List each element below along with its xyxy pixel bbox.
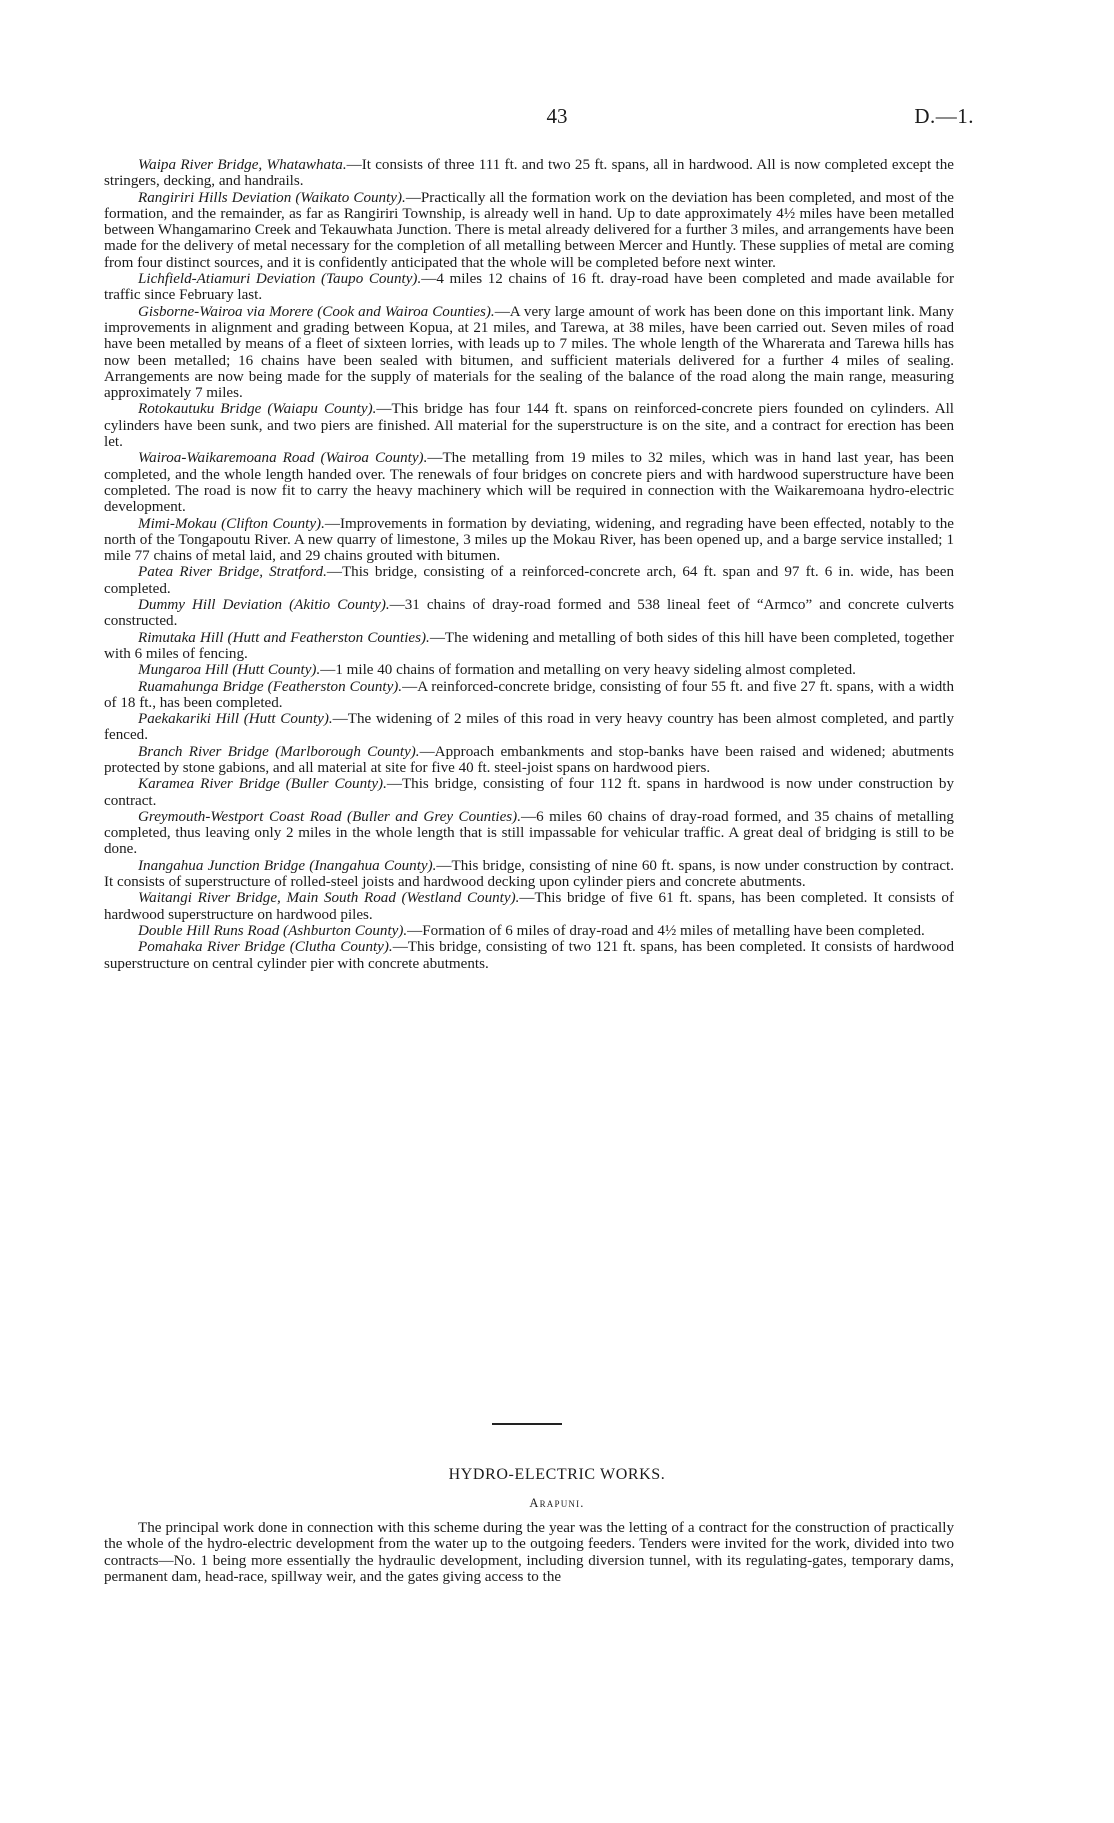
paragraph-heading: Inangahua Junction Bridge (Inangahua County). [138,857,437,874]
paragraph [104,516,954,565]
paragraph-text: —A very large amount of work has been done on this important link. Many improvements in alignment and grading between Kopua, at 21 miles, and Tarewa, at 38 miles, have been carried out. Seven miles of road have been metalled by means of a fleet of sixteen lorries, with leads up to 7 miles. The whole length of the Wharerata and Tarewa hills has now been metalled; 16 chains have been sealed with bitumen, and sufficient materials delivered for a further 4 miles of sealing. Arrangements are now being made for the supply of materials for the sealing of the balance of the road along the main range, measuring approximately 7 miles. [104,303,954,402]
paragraph-text: —Approach embankments and stop-banks have been raised and widened; abutments protected by stone gabions, and all material at site for five 40 ft. steel-joist spans on hardwood piers. [104,743,954,776]
paragraph [104,564,954,597]
paragraph [104,744,954,777]
paragraph-text: —This bridge, consisting of nine 60 ft. spans, is now under construction by contract. It consists of superstructure of rolled-steel joists and hardwood decking upon cylinder piers and concrete abutments. [104,857,954,891]
hydro-electric-text [104,1520,954,1585]
paragraph-heading: Karamea River Bridge (Buller County). [138,776,387,793]
paragraph [104,809,954,858]
paragraph [104,157,954,190]
paragraph [104,190,954,271]
subsection-title: Arapuni. [529,1496,585,1510]
paragraph [104,662,954,678]
paragraph-text: —This bridge, consisting of four 112 ft. spans in hardwood is now under construction by contract. [104,776,955,809]
paragraph-text: —Formation of 6 miles of dray-road and 4½ miles of metalling have been completed. [407,922,925,939]
roads-and-bridges-text [104,157,954,972]
paragraph-text: —The widening and metalling of both sides of this hill have been completed, together with 6 miles of fencing. [104,629,954,662]
paragraph-heading: Lichfield-Atiamuri Deviation (Taupo County). [138,271,422,288]
paragraph-text: —The widening of 2 miles of this road in very heavy country has been almost completed, and partly fenced. [104,711,955,744]
paragraph [104,776,954,809]
page-header [0,104,1114,140]
section-title: HYDRO-ELECTRIC WORKS. [448,1466,666,1483]
paragraph-heading: Branch River Bridge (Marlborough County). [138,743,420,760]
paragraph-heading: Waipa River Bridge, Whatawhata. [138,157,347,173]
section-divider [492,1423,562,1425]
paragraph-heading: Rotokautuku Bridge (Waiapu County). [138,401,377,418]
paragraph [104,890,954,923]
paragraph-heading: Ruamahunga Bridge (Featherston County). [138,678,403,695]
paragraph-heading: Waitangi River Bridge, Main South Road (Westland County). [138,890,520,907]
paragraph-text: —1 mile 40 chains of formation and metalling on very heavy sideling almost completed. [320,662,856,679]
paragraph-text: —This bridge, consisting of a reinforced-concrete arch, 64 ft. span and 97 ft. 6 in. wide, has been completed. [104,564,954,597]
paragraph [104,630,954,663]
paragraph-heading: Dummy Hill Deviation (Akitio County). [138,597,390,614]
document-reference: D.—1. [914,104,974,128]
paragraph: The principal work done in connection with this scheme during the year was the letting of a contract for the construction of practically the whole of the hydro-electric development from the water up to the outgoing feeders. Tenders were invited for the work, divided into two contracts—No. 1 being more essentially the hydraulic development, including diversion tunnel, with its regulating-gates, temporary dams, permanent dam, head-race, spillway weir, and the gates giving access to the [104,1520,954,1585]
paragraph [104,923,954,939]
paragraph-heading: Patea River Bridge, Stratford. [138,564,327,581]
paragraph [104,939,954,972]
paragraph-heading: Pomahaka River Bridge (Clutha County). [138,939,393,956]
paragraph-text: —This bridge has four 144 ft. spans on reinforced-concrete piers founded on cylinders. All cylinders have been sunk, and two piers are finished. All material for the superstructure is on the site, and a contract for erection has been let. [104,401,954,451]
paragraph [104,679,954,712]
paragraph [104,450,954,515]
paragraph-text: —The metalling from 19 miles to 32 miles, which was in hand last year, has been completed, and the whole length handed over. The renewals of four bridges on concrete piers and with hardwood superstructure have been completed. The road is now fit to carry the heavy machinery which will be required in connection with the Waikaremoana hydro-electric development. [104,450,955,516]
paragraph-heading: Paekakariki Hill (Hutt County). [138,711,333,728]
paragraph-heading: Rangiriri Hills Deviation (Waikato County). [138,189,406,206]
paragraph-text: —31 chains of dray-road formed and 538 lineal feet of “Armco” and concrete culverts constructed. [104,597,954,630]
paragraph-text: —This bridge, consisting of two 121 ft. spans, has been completed. It consists of hardwood superstructure on central cylinder pier with concrete abutments. [104,939,954,972]
paragraph-heading: Double Hill Runs Road (Ashburton County). [138,922,408,939]
paragraph-heading: Mungaroa Hill (Hutt County). [138,662,321,679]
paragraph-heading: Wairoa-Waikaremoana Road (Wairoa County). [138,450,428,467]
paragraph-text: —It consists of three 111 ft. and two 25 ft. spans, all in hardwood. All is now completed except the stringers, decking, and handrails. [104,157,954,190]
paragraph [104,304,954,402]
paragraph [104,597,954,630]
paragraph [104,401,954,450]
paragraph-heading: Rimutaka Hill (Hutt and Featherston Counties). [138,629,430,646]
paragraph-heading: Greymouth-Westport Coast Road (Buller and Grey Counties). [138,808,521,825]
paragraph-text: —Practically all the formation work on the deviation has been completed, and most of the formation, and the remainder, as far as Rangiriri Township, is already well in hand. Up to date approximately 4½ miles have been metalled between Whangamarino Creek and Tekauwhata Junction. There is metal already delivered for a further 3 miles, and arrangements have been made for the delivery of metal necessary for the completion of all metalling between Mercer and Huntly. These supplies of metal are coming from four distinct sources, and it is confidently anticipated that the whole will be completed before next winter. [104,189,955,271]
paragraph [104,271,954,304]
page-number: 43 [546,104,568,128]
paragraph-text: —6 miles 60 chains of dray-road formed, and 35 chains of metalling completed, thus leaving only 2 miles in the whole length that is still impassable for vehicular traffic. A great deal of bridging is still to be done. [104,808,954,858]
paragraph-text: —4 miles 12 chains of 16 ft. dray-road have been completed and made available for traffic since February last. [104,271,954,304]
paragraph-text: —This bridge of five 61 ft. spans, has been completed. It consists of hardwood superstructure on hardwood piles. [104,890,954,923]
paragraph-heading: Mimi-Mokau (Clifton County). [138,515,325,532]
paragraph-text: —Improvements in formation by deviating, widening, and regrading have been effected, notably to the north of the Tongapoutu River. A new quarry of limestone, 3 miles up the Mokau River, has been opened up, and a barge service installed; 1 mile 77 chains of metal laid, and 29 chains grouted with bitumen. [104,515,954,565]
paragraph [104,711,954,744]
paragraph-heading: Gisborne-Wairoa via Morere (Cook and Wairoa Counties). [138,303,495,320]
paragraph-text: —A reinforced-concrete bridge, consisting of four 55 ft. and five 27 ft. spans, with a width of 18 ft., has been completed. [104,678,955,711]
paragraph [104,858,954,891]
